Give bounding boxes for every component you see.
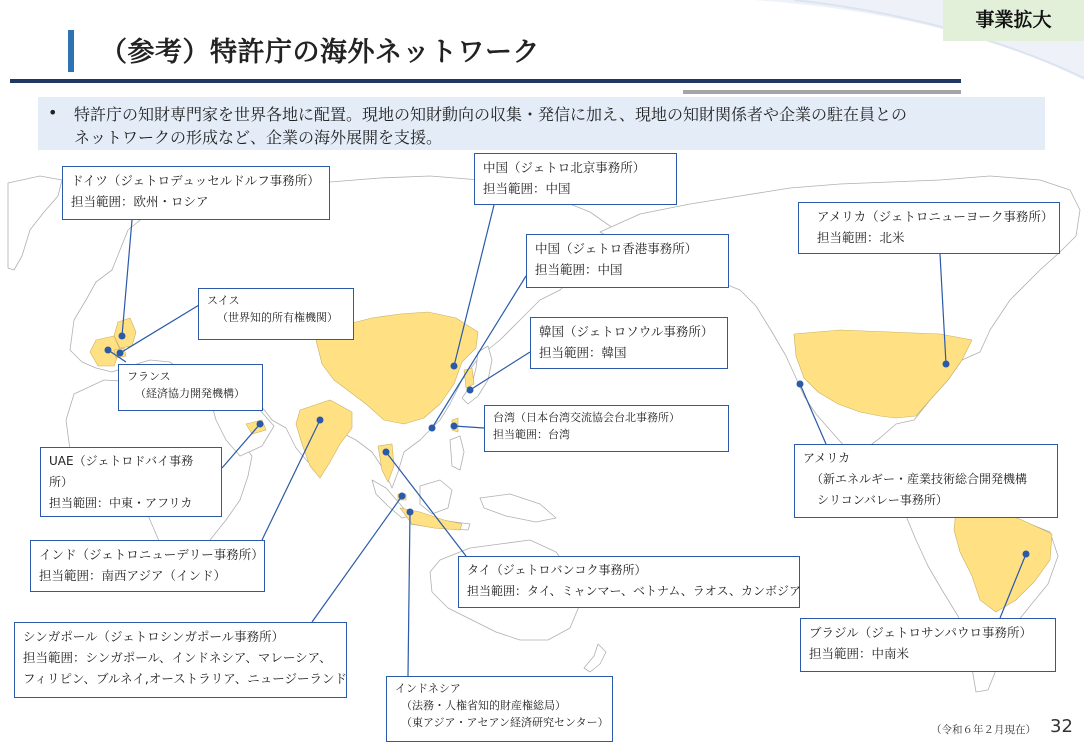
office-name: 台湾（日本台湾交流協会台北事務所） [493, 411, 680, 424]
marker-newyork [943, 361, 950, 368]
office-label-thailand [458, 556, 800, 608]
office-name-cont: 所） [49, 475, 74, 489]
office-name: フランス [127, 370, 171, 383]
office-scope: 担当範囲：北米 [817, 230, 905, 245]
office-name: 中国（ジェトロ香港事務所） [535, 241, 698, 256]
office-label-silicon-valley [794, 444, 1058, 518]
marker-indonesia [407, 509, 414, 516]
leader-taiwan [454, 426, 484, 428]
office-name: アメリカ（ジェトロニューヨーク事務所） [817, 209, 1054, 224]
philippines-shape [450, 436, 464, 470]
marker-germany [119, 333, 126, 340]
marker-india [317, 417, 324, 424]
office-name: インド（ジェトロニューデリー事務所） [39, 547, 264, 562]
as-of-date-note: （令和６年２月現在） [931, 724, 1036, 736]
office-name: スイス [207, 294, 240, 307]
office-scope: 担当範囲：中南米 [809, 646, 910, 661]
office-scope: 担当範囲：南西アジア（インド） [39, 568, 227, 583]
office-name: UAE（ジェトロドバイ事務 [49, 454, 194, 468]
office-label-beijing [474, 153, 677, 205]
leader-singapore [312, 496, 402, 622]
marker-switzerland [117, 350, 124, 357]
new-zealand-shape [584, 644, 606, 672]
marker-thailand [383, 449, 390, 456]
leader-indonesia [408, 512, 410, 676]
office-scope: （経済協力開発機構） [135, 387, 245, 400]
office-scope: 担当範囲：韓国 [539, 345, 627, 360]
office-label-brazil [800, 618, 1056, 672]
office-scope-cont: シリコンバレー事務所） [817, 493, 948, 507]
marker-korea [467, 387, 474, 394]
office-scope: （新エネルギー・産業技術総合開発機構 [811, 472, 1028, 486]
marker-france [105, 347, 112, 354]
office-scope: 担当範囲：中国 [483, 181, 571, 196]
new-guinea-shape [480, 494, 556, 522]
marker-beijing [451, 363, 458, 370]
office-scope: 担当範囲：中東・アフリカ [49, 496, 193, 510]
korea-region [464, 368, 474, 388]
office-label-singapore [14, 622, 347, 698]
office-label-newyork [798, 202, 1060, 254]
office-label-germany [62, 166, 330, 220]
marker-taiwan [451, 423, 458, 430]
office-name: シンガポール（ジェトロシンガポール事務所） [23, 629, 285, 644]
office-scope: （法務・人権省知的財産権総局） [401, 699, 566, 712]
marker-sv [797, 381, 804, 388]
bullet-marker: • [48, 103, 58, 122]
page-title: （参考）特許庁の海外ネットワーク [100, 37, 540, 68]
office-scope: 担当範囲：中国 [535, 262, 623, 277]
office-name: 韓国（ジェトロソウル事務所） [539, 324, 714, 339]
marker-hongkong [429, 425, 436, 432]
india-region [296, 400, 352, 478]
borneo-shape [420, 480, 452, 514]
office-scope: 担当範囲：欧州・ロシア [71, 194, 209, 209]
category-tag: 事業拡大 [943, 0, 1084, 41]
office-name: ブラジル（ジェトロサンパウロ事務所） [809, 625, 1032, 640]
page-number: 32 [1050, 716, 1073, 737]
office-name: アメリカ [803, 451, 851, 465]
greenland-shape [8, 176, 62, 270]
office-label-taiwan [484, 405, 729, 452]
office-label-switzerland [198, 288, 354, 340]
office-scope: 担当範囲：台湾 [493, 428, 570, 441]
marker-uae [257, 421, 264, 428]
office-label-korea [530, 317, 728, 369]
office-scope-cont: （東アジア・アセアン経済研究センター） [401, 716, 609, 729]
office-label-france [118, 364, 263, 411]
summary-text: 特許庁の知財専門家を世界各地に配置。現地の知財動向の収集・発信に加え、現地の知財関係者や企業の駐在員との ネットワークの形成など、企業の海外展開を支援。 [74, 105, 907, 147]
office-label-hongkong [526, 234, 729, 288]
office-label-uae [40, 447, 222, 517]
office-name: タイ（ジェトロバンコク事務所） [467, 563, 647, 577]
office-scope: 担当範囲：タイ、ミャンマー、ベトナム、ラオス、カンボジア [467, 584, 801, 598]
office-label-india [30, 540, 265, 592]
marker-brazil [1023, 551, 1030, 558]
office-scope: （世界知的所有権機関） [217, 311, 338, 324]
office-name: 中国（ジェトロ北京事務所） [483, 160, 646, 175]
office-scope: 担当範囲：シンガポール、インドネシア、マレーシア、 [23, 650, 332, 665]
marker-singapore [399, 493, 406, 500]
office-label-indonesia [386, 676, 613, 742]
office-name: ドイツ（ジェトロデュッセルドルフ事務所） [71, 173, 320, 188]
office-scope-cont: フィリピン、ブルネイ,オーストラリア、ニュージーランド [23, 671, 347, 686]
office-name: インドネシア [395, 682, 461, 695]
